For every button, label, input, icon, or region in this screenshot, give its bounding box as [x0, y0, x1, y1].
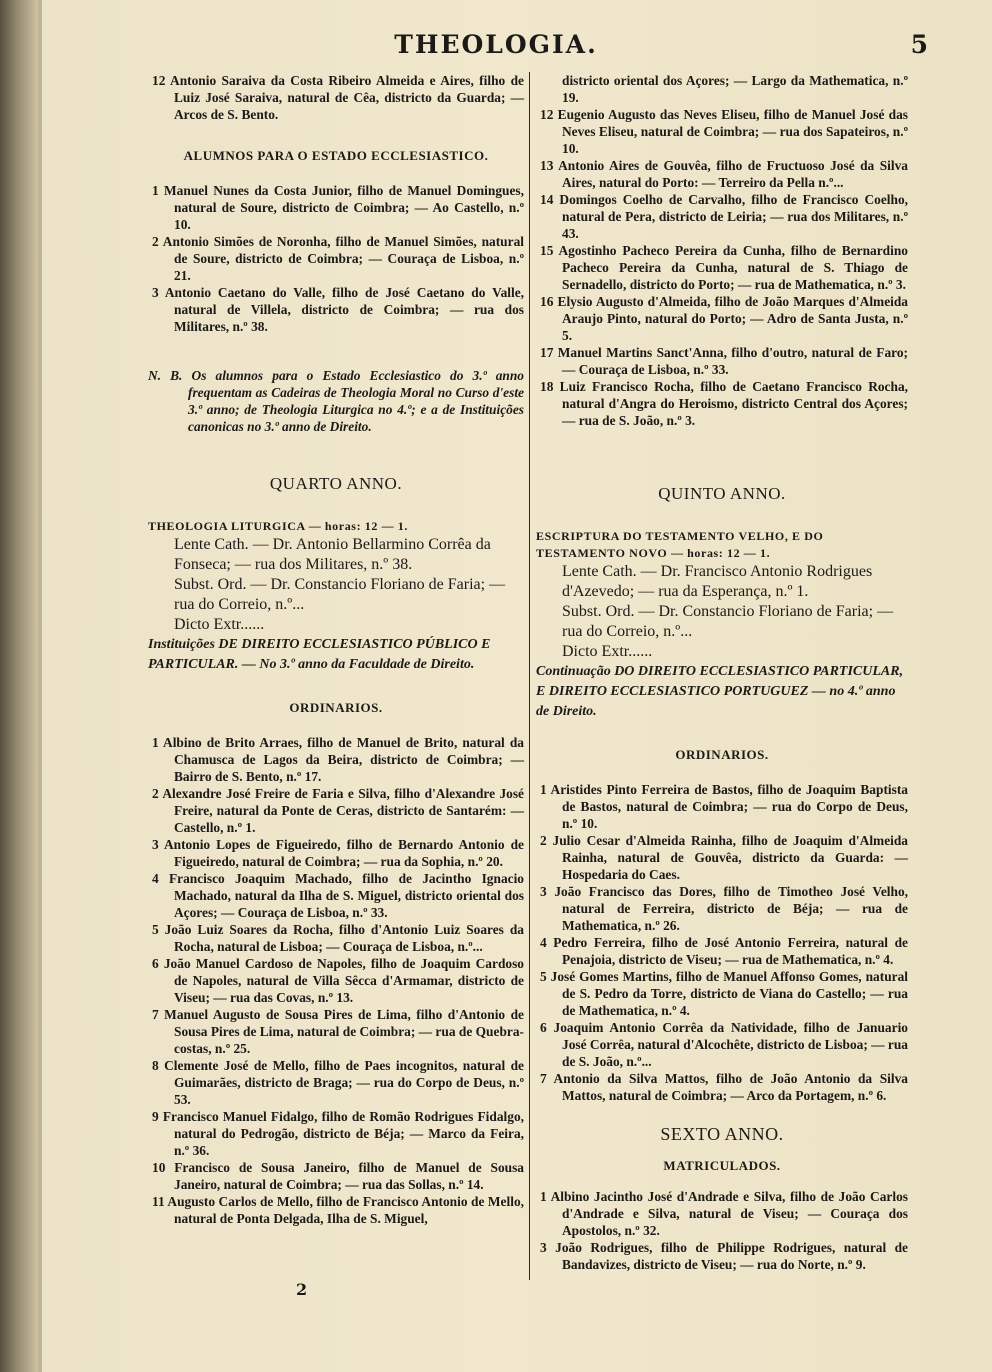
- list-item: 11 Augusto Carlos de Mello, filho de Francisco Antonio de Mello, natural de Ponta Delgada, Ilha de S. Miguel,: [152, 1194, 524, 1226]
- course-heading: THEOLOGIA LITURGICA — horas: 12 — 1.: [148, 519, 408, 533]
- spine-edge: [38, 0, 42, 1372]
- list-item: 3 Antonio Caetano do Valle, filho de José Caetano do Valle, natural de Villela, districto de Coimbra; — rua dos Militares, n.º 38.: [152, 285, 524, 334]
- list-item: 1 Albino de Brito Arraes, filho de Manuel de Brito, natural da Chamusca de Lagos da Beira, districto de Coimbra; — Bairro de S. Bento, n.º 17.: [152, 735, 524, 784]
- list-item: 15 Agostinho Pacheco Pereira da Cunha, filho de Bernardino Pacheco Pereira da Cunha, natural de S. Thiago de Sernadello, districto do Porto; — rua de Mathematica, n.º 3.: [540, 243, 908, 292]
- book-spine: [0, 0, 38, 1372]
- list-item: 1 Albino Jacintho José d'Andrade e Silva, filho de João Carlos d'Andrade e Silva, natural de Viseu; — Couraça dos Apostolos, n.º 32.: [540, 1189, 908, 1238]
- dicto-line: Dicto Extr......: [562, 643, 653, 660]
- course-heading: ESCRIPTURA DO TESTAMENTO VELHO, E DO TESTAMENTO NOVO — horas: 12 — 1.: [536, 529, 824, 560]
- page-number: 5: [910, 30, 928, 59]
- list-item: 2 Antonio Simões de Noronha, filho de Manuel Simões, natural de Soure, districto de Coimbra; — Couraça de Lisboa, n.º 21.: [152, 234, 524, 283]
- list-item: 9 Francisco Manuel Fidalgo, filho de Romão Rodrigues Fidalgo, natural do Pedrogão, districto de Béja; — Marco da Feira, n.º 36.: [152, 1109, 524, 1158]
- list-item: 5 José Gomes Martins, filho de Manuel Affonso Gomes, natural de S. Pedro da Torre, districto de Viana do Castello; — rua de Mathematica, n.º 4.: [540, 969, 908, 1018]
- section-heading: ALUMNOS PARA O ESTADO ECCLESIASTICO.: [183, 148, 489, 163]
- list-item: 6 João Manuel Cardoso de Napoles, filho de Joaquim Cardoso de Napoles, natural de Villa Sêcca d'Armamar, districto de Viseu; — rua das Covas, n.º 13.: [152, 956, 524, 1005]
- list-item: 3 João Francisco das Dores, filho de Timotheo José Velho, natural de Ferreira, districto de Béja; — rua de Mathematica, n.º 26.: [540, 884, 908, 933]
- section-heading: QUARTO ANNO.: [269, 474, 403, 493]
- list-item: 6 Joaquim Antonio Corrêa da Natividade, filho de Januario José Corrêa, natural d'Alcochête, districto de Lisboa; — rua de S. João, n.º...: [540, 1020, 908, 1069]
- list-item: 1 Aristides Pinto Ferreira de Bastos, filho de Joaquim Baptista de Bastos, natural de Coimbra; — rua do Corpo de Deus, n.º 10.: [540, 782, 908, 831]
- section-heading: ORDINARIOS.: [675, 747, 769, 762]
- list-item: 3 João Rodrigues, filho de Philippe Rodrigues, natural de Bandavizes, districto de Viseu; — rua do Norte, n.º 9.: [540, 1240, 908, 1272]
- continuacao-line: Continuação DO DIREITO ECCLESIASTICO PARTICULAR, E DIREITO ECCLESIASTICO PORTUGUEZ — no 4.º anno de Direito.: [536, 664, 904, 719]
- list-item: 5 João Luiz Soares da Rocha, filho d'Antonio Luiz Soares da Rocha, natural de Lisboa; — Couraça de Lisboa, n.º...: [152, 922, 524, 954]
- subst-line: Subst. Ord. — Dr. Constancio Floriano de Faria; — rua do Correio, n.º...: [562, 603, 894, 640]
- page-title: THEOLOGIA.: [394, 30, 598, 59]
- list-item: 4 Pedro Ferreira, filho de José Antonio Ferreira, natural de Penajoia, districto de Viseu; — rua de Mathematica, n.º 4.: [540, 935, 908, 967]
- list-item: 7 Antonio da Silva Mattos, filho de João Antonio da Silva Mattos, natural de Coimbra; — Arco da Portagem, n.º 6.: [540, 1071, 908, 1103]
- lente-line: Lente Cath. — Dr. Francisco Antonio Rodrigues d'Azevedo; — rua da Esperança, n.º 1.: [562, 563, 873, 600]
- list-item: 1 Manuel Nunes da Costa Junior, filho de Manuel Domingues, natural de Soure, districto de Coimbra; — Ao Castello, n.º 10.: [152, 183, 524, 232]
- list-item: 17 Manuel Martins Sanct'Anna, filho d'outro, natural de Faro; — Couraça de Lisboa, n.º 33.: [540, 345, 908, 377]
- signature-mark: 2: [296, 1280, 308, 1299]
- list-item: 7 Manuel Augusto de Sousa Pires de Lima, filho d'Antonio de Sousa Pires de Lima, natural de Coimbra; — rua de Quebra-costas, n.º 25.: [152, 1007, 524, 1056]
- section-heading: MATRICULADOS.: [663, 1158, 781, 1173]
- section-heading: ORDINARIOS.: [289, 700, 383, 715]
- section-heading: QUINTO ANNO.: [658, 484, 786, 503]
- list-item: 4 Francisco Joaquim Machado, filho de Jacintho Ignacio Machado, natural da Ilha de S. Miguel, districto oriental dos Açores; — Couraça de Lisboa, n.º 33.: [152, 871, 524, 920]
- instituicoes-line: Instituições DE DIREITO ECCLESIASTICO PÚBLICO E PARTICULAR. — No 3.º anno da Faculdade de Direito.: [148, 637, 491, 672]
- list-item: 2 Julio Cesar d'Almeida Rainha, filho de Joaquim d'Almeida Rainha, natural de Gouvêa, districto da Guarda: — Hospedaria do Caes.: [540, 833, 908, 882]
- list-item: 16 Elysio Augusto d'Almeida, filho de João Marques d'Almeida Araujo Pinto, natural do Porto; — Adro de Santa Justa, n.º 5.: [540, 294, 908, 343]
- right-column: [536, 72, 908, 1273]
- list-item: 12 Eugenio Augusto das Neves Eliseu, filho de Manuel José das Neves Eliseu, natural de Coimbra; — rua dos Sapateiros, n.º 10.: [540, 107, 908, 156]
- dicto-line: Dicto Extr......: [174, 616, 265, 633]
- list-item-continuation: districto oriental dos Açores; — Largo da Mathematica, n.º 19.: [562, 73, 908, 105]
- list-item: 2 Alexandre José Freire de Faria e Silva, filho d'Alexandre José Freire, natural da Ponte de Ceras, districto de Santarém: — Castello, n.º 1.: [152, 786, 524, 835]
- column-divider: [529, 72, 530, 1280]
- list-item: 3 Antonio Lopes de Figueiredo, filho de Bernardo Antonio de Figueiredo, natural de Coimbra; — rua da Sophia, n.º 20.: [152, 837, 524, 869]
- left-column: [148, 72, 524, 1227]
- nota-bene: N. B. Os alumnos para o Estado Ecclesiastico do 3.º anno frequentam as Cadeiras de Theologia Moral no Curso d'este 3.º anno; de Theologia Liturgica no 4.º; e a de Instituições canonicas no 3.º anno de Direito.: [148, 368, 524, 434]
- list-item: 8 Clemente José de Mello, filho de Paes incognitos, natural de Guimarães, districto de Braga; — rua do Corpo de Deus, n.º 53.: [152, 1058, 524, 1107]
- lente-line: Lente Cath. — Dr. Antonio Bellarmino Corrêa da Fonseca; — rua dos Militares, n.º 38.: [174, 536, 491, 573]
- list-item: 12 Antonio Saraiva da Costa Ribeiro Almeida e Aires, filho de Luiz José Saraiva, natural de Cêa, districto da Guarda; — Arcos de S. Bento.: [152, 73, 524, 122]
- list-item: 18 Luiz Francisco Rocha, filho de Caetano Francisco Rocha, natural d'Angra do Heroismo, districto Central dos Açores; — rua de S. João, n.º 3.: [540, 379, 908, 428]
- list-item: 10 Francisco de Sousa Janeiro, filho de Manuel de Sousa Janeiro, natural de Coimbra; — rua das Sollas, n.º 14.: [152, 1160, 524, 1192]
- subst-line: Subst. Ord. — Dr. Constancio Floriano de Faria; — rua do Correio, n.º...: [174, 576, 506, 613]
- section-heading: SEXTO ANNO.: [660, 1124, 784, 1144]
- list-item: 13 Antonio Aires de Gouvêa, filho de Fructuoso José da Silva Aires, natural do Porto: — Terreiro da Pella n.º...: [540, 158, 908, 190]
- list-item: 14 Domingos Coelho de Carvalho, filho de Francisco Coelho, natural de Pera, districto de Leiria; — rua dos Militares, n.º 43.: [540, 192, 908, 241]
